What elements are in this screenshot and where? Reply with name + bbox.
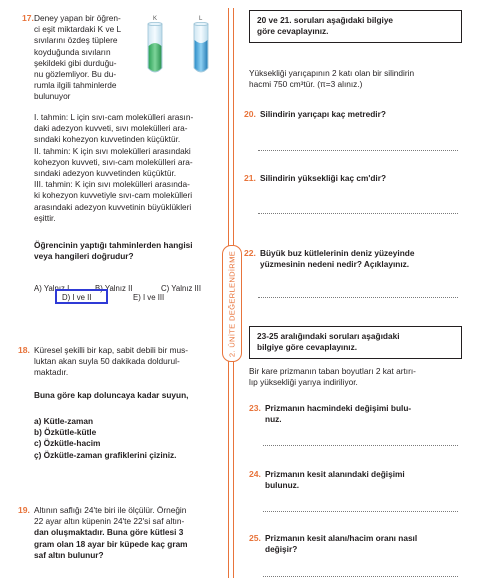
question-17-prompt: Öğrencinin yaptığı tahminlerden hangisi veya hangileri doğrudur? [34,240,193,262]
test-tubes-figure [138,10,218,80]
question-18-task: Buna göre kap doluncaya kadar suyun, [34,390,189,400]
question-number: 23. [249,403,261,413]
prism-info: Bir kare prizmanın taban boyutları 2 kat artırı- lıp yüksekliği yarıya indiriliyor. [249,366,416,388]
option-b[interactable]: B) Yalnız II [95,284,133,293]
question-24-text: Prizmanın kesit alanındaki değişimi bulunuz. [265,469,405,491]
option-e[interactable]: E) I ve III [133,293,165,302]
question-25-text: Prizmanın kesit alanı/hacim oranı nasıl değişir? [265,533,418,555]
section-title: 2. ÜNİTE DEĞERLENDİRME [227,250,237,357]
answer-line[interactable] [263,445,458,446]
question-number: 20. [244,109,256,119]
answer-line[interactable] [263,576,458,577]
tube-k [148,22,162,72]
answer-line[interactable] [258,213,458,214]
question-18-intro: Küresel şekilli bir kap, sabit debili bir mus- luktan akan suyla 50 dakikada doldurul- maktadır. [34,345,189,378]
answer-line[interactable] [263,511,458,512]
cylinder-info: Yüksekliği yarıçapının 2 katı olan bir silindirin hacmi 750 cm³tür. (π=3 alınız.) [249,68,415,90]
question-number: 24. [249,469,261,479]
question-number: 19. [18,505,30,515]
tube-k-label: K [153,16,158,22]
option-d[interactable]: D) I ve II [62,293,92,302]
question-number: 18. [18,345,30,355]
info-box-23-25: 23-25 aralığındaki soruları aşağıdaki bilgiye göre cevaplayınız. [249,326,462,359]
question-19-text: Altının saflığı 24'te biri ile ölçülür. Örneğin 22 ayar altın küpenin 24'te 22'si saf altın- dan oluşmaktadır. Buna göre kütlesi 3 gram olan 18 ayar bir küpede kaç gram saf altın bulunur? [34,505,188,560]
question-17-intro: Deney yapan bir öğren- ci eşit miktardaki K ve L sıvılarını özdeş tüplere koyduğunda sıvıların şekildeki gibi durduğu- nu gözlemliyor. Bu du- rumla ilgili tahminlerde bulunuyor [34,13,122,102]
option-c[interactable]: C) Yalnız III [161,284,202,293]
question-number: 21. [244,173,256,183]
question-21-text: Silindirin yüksekliği kaç cm'dir? [260,173,387,183]
question-18-items: a) Kütle-zaman b) Özkütle-kütle c) Özkütle-hacim ç) Özkütle-zaman grafiklerini çiziniz. [34,416,177,460]
section-tab [222,245,242,362]
question-20-text: Silindirin yarıçapı kaç metredir? [260,109,386,119]
question-number: 22. [244,248,256,258]
question-23-text: Prizmanın hacmindeki değişimi bulu- nuz. [265,403,412,425]
answer-line[interactable] [258,297,458,298]
question-17-guesses: I. tahmin: L için sıvı-cam molekülleri arasın- daki adezyon kuvveti, sıvı molekülleri ara- sındaki kohezyon kuvvetinden küçüktür. II. tahmin: K için sıvı molekülleri arasındaki kohezyon kuvveti, sıvı-cam molekülleri ara- sındaki adezyon kuvvetinden küçüktür. III. tahmin: K için sıvı molekülleri arasında- ki kohezyon kuvvetiyle sıvı-cam molekülleri arasındaki adezyon kuvvetinin büyüklükleri eşittir. [34,112,194,223]
question-22-text: Büyük buz kütlelerinin deniz yüzeyinde yüzmesinin nedeni nedir? Açıklayınız. [260,248,415,270]
tube-l-label: L [199,16,203,22]
info-box-20-21: 20 ve 21. soruları aşağıdaki bilgiye göre cevaplayınız. [249,10,462,43]
tube-l [194,22,208,72]
question-number: 25. [249,533,261,543]
option-a[interactable]: A) Yalnız I [34,284,70,293]
question-number: 17. [22,13,34,23]
answer-line[interactable] [258,150,458,151]
